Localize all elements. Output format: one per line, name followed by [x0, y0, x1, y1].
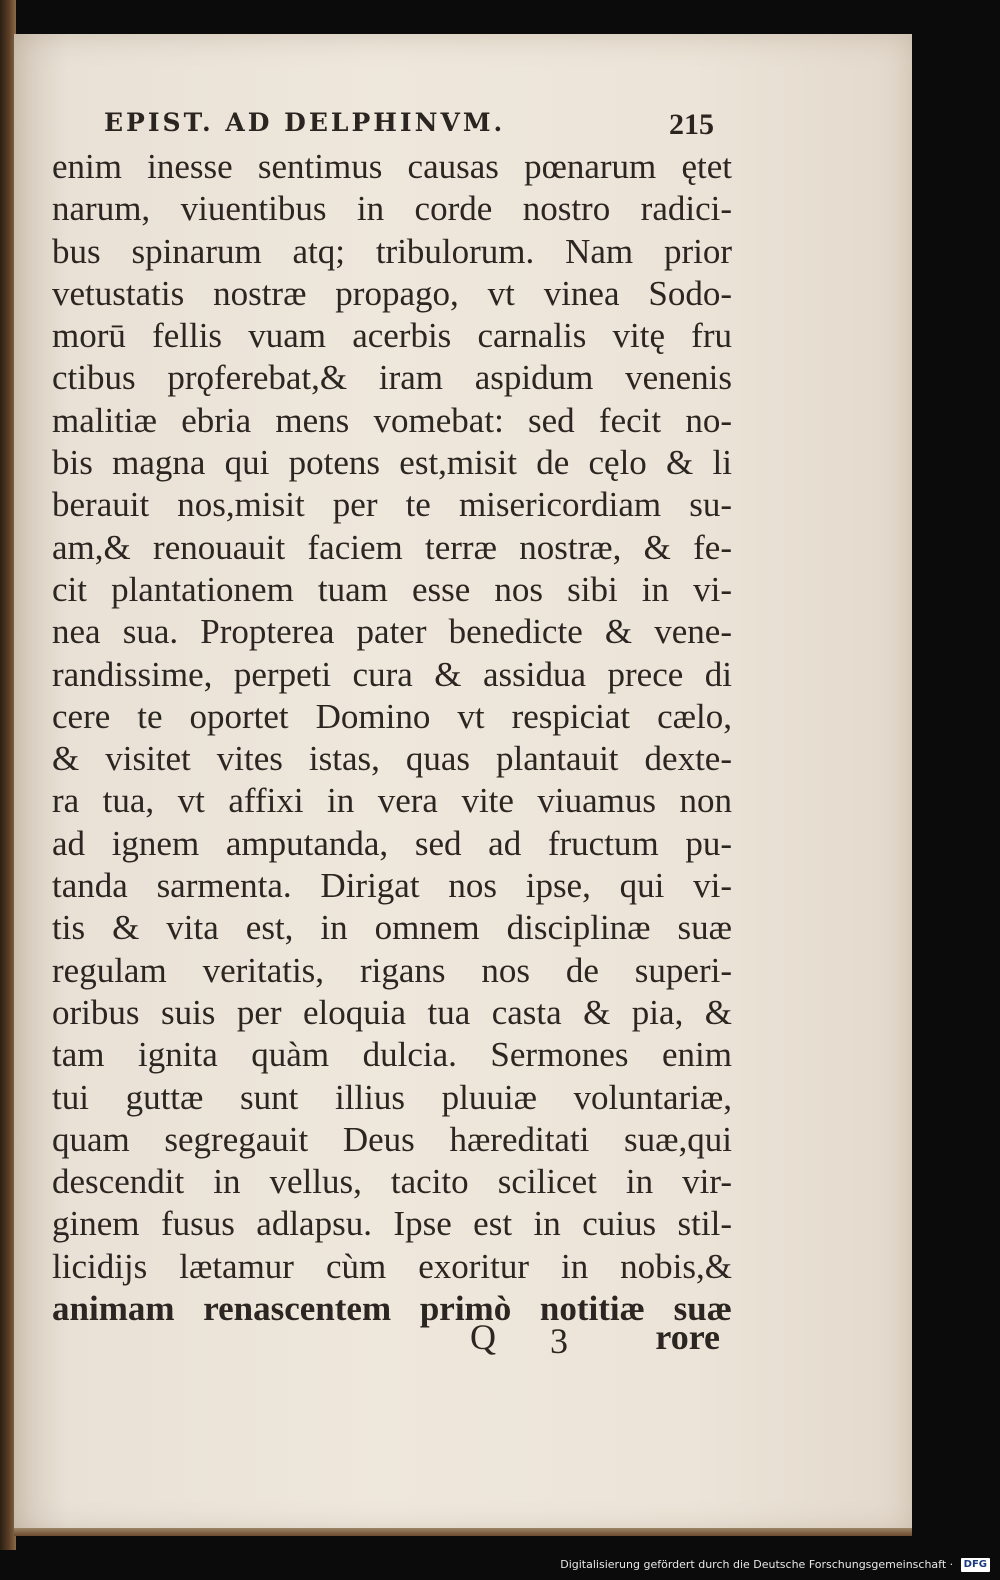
text-line: descendit in vellus, tacito scilicet in vir- [52, 1162, 732, 1202]
text-line: regulam veritatis, rigans nos de superi- [52, 950, 732, 990]
text-line: narum, viuentibus in corde nostro radici- [52, 189, 732, 229]
signature-number: 3 [550, 1321, 568, 1361]
running-head: EPIST. AD DELPHINVM. [104, 108, 506, 137]
catchword: rore [655, 1317, 720, 1357]
text-line: cit plantationem tuam esse nos sibi in vi- [52, 569, 732, 609]
text-line: morū fellis vuam acerbis carnalis vitę fru [52, 316, 732, 356]
text-line: ctibus prǫferebat,& iram aspidum venenis [52, 358, 732, 398]
page-header [104, 108, 714, 142]
text-line: berauit nos,misit per te misericordiam su- [52, 485, 732, 525]
page-footer [470, 1316, 720, 1366]
credit-text: Digitalisierung gefördert durch die Deutsche Forschungsgemeinschaft · [560, 1558, 954, 1571]
funding-credit [560, 1554, 990, 1576]
text-line: oribus suis per eloquia tua casta & pia, & [52, 992, 732, 1032]
text-line: quam segregauit Deus hæreditati suæ,qui [52, 1119, 732, 1159]
text-line: randissime, perpeti cura & assidua prece di [52, 654, 732, 694]
text-line: bus spinarum atq; tribulorum. Nam prior [52, 231, 732, 271]
text-line: animam renascentem primò notitiæ suæ [52, 1289, 732, 1329]
text-line: malitiæ ebria mens vomebat: sed fecit no- [52, 400, 732, 440]
text-line: ad ignem amputanda, sed ad fructum pu- [52, 823, 732, 863]
text-line: enim inesse sentimus causas pœnarum ętet [52, 147, 732, 186]
text-line: & visitet vites istas, quas plantauit dexte- [52, 739, 732, 779]
text-line: tanda sarmenta. Dirigat nos ipse, qui vi- [52, 866, 732, 906]
text-line: ginem fusus adlapsu. Ipse est in cuius stil- [52, 1204, 732, 1244]
signature-mark: Q [470, 1317, 496, 1357]
text-line: tam ignita quàm dulcia. Sermones enim [52, 1035, 732, 1075]
text-line: tis & vita est, in omnem disciplinæ suæ [52, 908, 732, 948]
text-line: nea sua. Propterea pater benedicte & vene- [52, 612, 732, 652]
text-line: cere te oportet Domino vt respiciat cælo, [52, 696, 732, 736]
dfg-logo: DFG [961, 1558, 990, 1572]
text-line: bis magna qui potens est,misit de cęlo & li [52, 443, 732, 483]
page-number: 215 [669, 108, 714, 141]
page-edge [14, 1528, 912, 1536]
text-line: vetustatis nostræ propago, vt vinea Sodo- [52, 273, 732, 313]
text-line: licidijs lætamur cùm exoritur in nobis,& [52, 1246, 732, 1286]
text-line: ra tua, vt affixi in vera vite viuamus non [52, 781, 732, 821]
text-line: am,& renouauit faciem terræ nostræ, & fe- [52, 527, 732, 567]
text-line: tui guttæ sunt illius pluuiæ voluntariæ, [52, 1077, 732, 1117]
body-text [52, 146, 732, 1330]
